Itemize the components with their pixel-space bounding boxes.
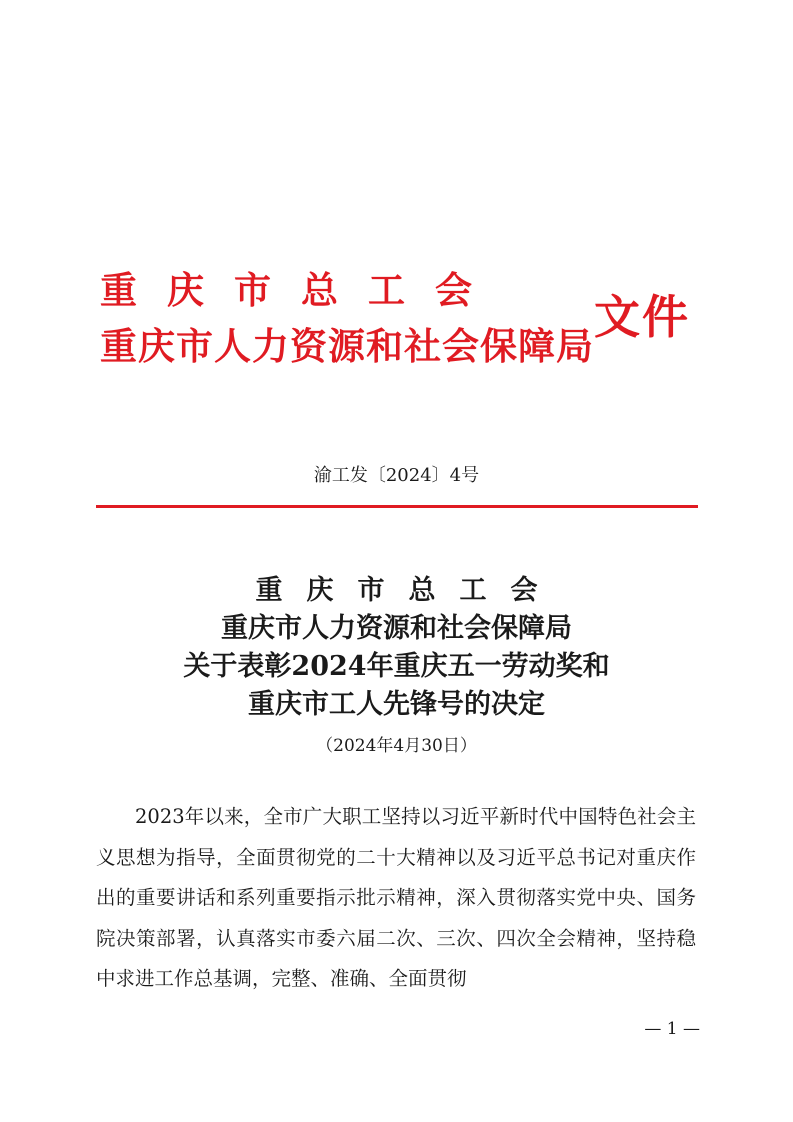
document-body <box>96 797 696 1000</box>
title-line-3: 关于表彰2024年重庆五一劳动奖和 <box>183 651 610 682</box>
title-line-4: 重庆市工人先锋号的决定 <box>248 689 545 720</box>
masthead-org-1: 重庆市总工会 <box>100 268 502 312</box>
document-masthead <box>100 262 700 372</box>
title-line-1: 重庆市总工会 <box>255 575 562 606</box>
masthead-org-2: 重庆市人力资源和社会保障局 <box>100 324 594 368</box>
document-title <box>0 572 793 724</box>
masthead-doc-type: 文件 <box>594 290 690 344</box>
title-line-2: 重庆市人力资源和社会保障局 <box>221 613 572 644</box>
red-divider-line <box>96 505 698 508</box>
page-number: — 1 — <box>644 1019 700 1039</box>
body-paragraph: 2023年以来，全市广大职工坚持以习近平新时代中国特色社会主义思想为指导，全面贯彻党的二十大精神以及习近平总书记对重庆作出的重要讲话和系列重要指示批示精神，深入贯彻落实党中央、国务院决策部署，认真落实市委六届二次、三次、四次全会精神，坚持稳中求进工作总基调，完整、准确、全面贯彻 <box>96 805 696 990</box>
document-date: （2024年4月30日） <box>316 736 477 756</box>
document-number: 渝工发〔2024〕4号 <box>313 465 480 486</box>
